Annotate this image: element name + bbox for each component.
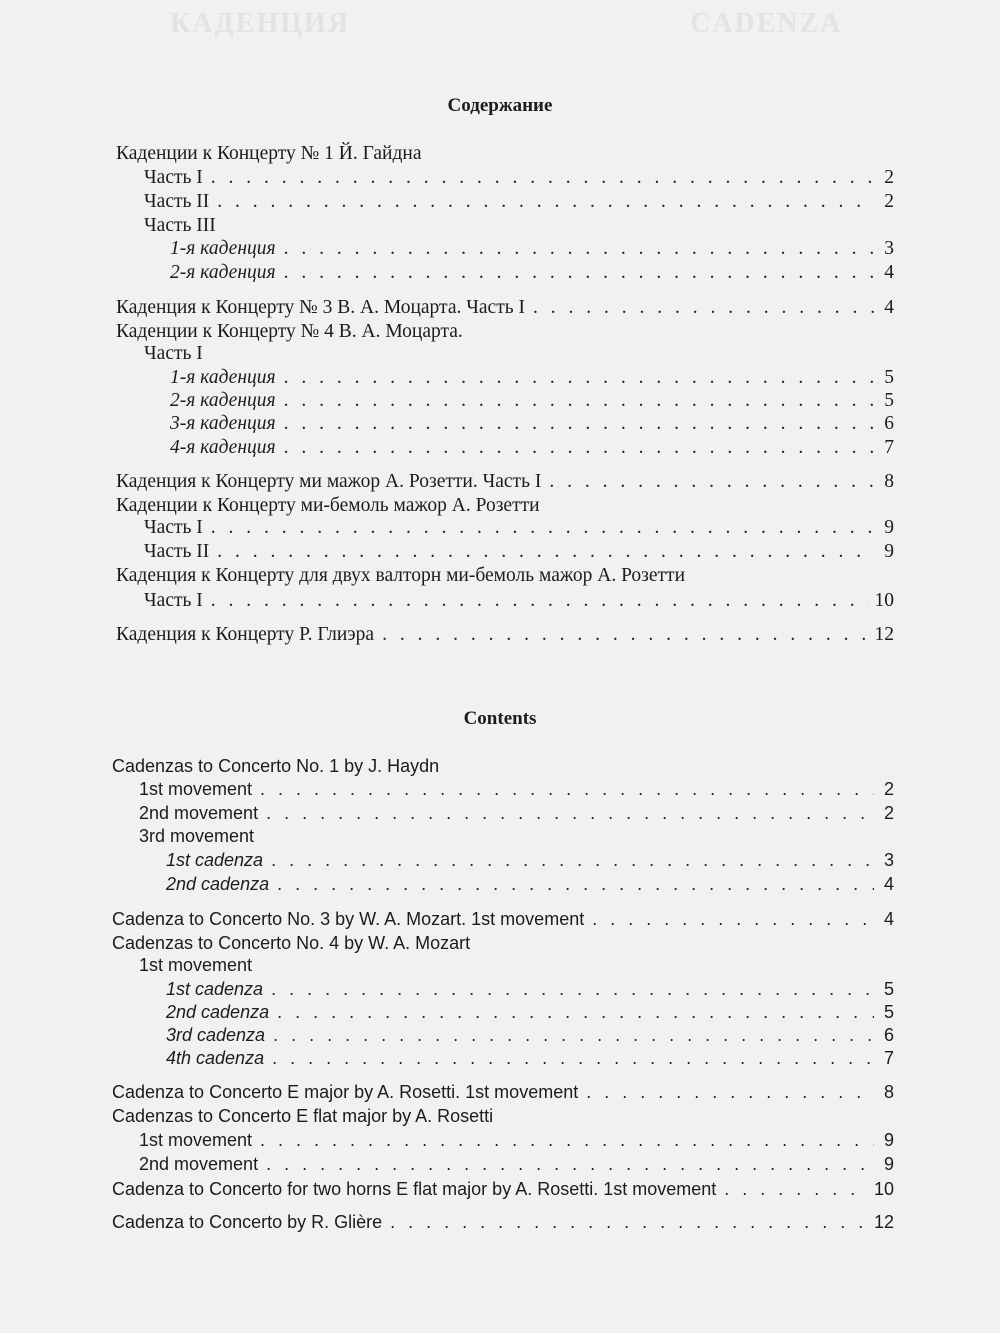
dot-leader	[217, 540, 874, 564]
dot-leader	[277, 1000, 874, 1024]
toc-entry	[166, 1000, 894, 1024]
toc-page-number: 12	[874, 624, 894, 645]
toc-entry-label: 2nd movement	[139, 803, 259, 823]
toc-entry	[116, 296, 894, 320]
toc-entry	[116, 623, 894, 647]
toc-entry-label: Каденции к Концерту № 4 В. А. Моцарта.	[116, 321, 463, 342]
toc-entry-label: 1-я каденция	[170, 367, 276, 388]
toc-page-number: 8	[883, 1082, 894, 1102]
toc-entry-label: Cadenzas to Concerto E flat major by A. Rosetti	[112, 1106, 494, 1126]
toc-page-number: 6	[884, 413, 894, 434]
toc-entry	[166, 848, 894, 872]
dot-leader	[284, 366, 874, 390]
toc-title-ru: Содержание	[447, 95, 553, 116]
dot-leader	[390, 1210, 868, 1234]
toc-page-number: 4	[883, 874, 894, 894]
toc-entry	[139, 801, 894, 825]
dot-leader	[549, 470, 874, 494]
toc-entry	[112, 1210, 894, 1234]
toc-page-number: 9	[884, 517, 894, 538]
toc-page-number: 2	[884, 167, 894, 188]
toc-title-en: Contents	[463, 708, 537, 729]
toc-entry	[112, 1080, 894, 1104]
toc-entry-label: Часть I	[144, 590, 203, 611]
dot-leader	[284, 389, 874, 413]
toc-page-number: 8	[884, 471, 894, 492]
toc-entry-label: Часть II	[144, 191, 210, 212]
toc-entry	[144, 342, 203, 366]
toc-entry	[144, 540, 894, 564]
bleedthrough-title-right: CADENZA	[690, 8, 843, 39]
toc-entry-label: 4-я каденция	[170, 437, 276, 458]
toc-entry	[144, 516, 894, 540]
dot-leader	[284, 436, 874, 460]
toc-page-number: 5	[883, 1002, 894, 1022]
toc-entry	[144, 589, 894, 613]
dot-leader	[284, 237, 874, 261]
dot-leader	[586, 1080, 874, 1104]
toc-entry-label: Часть III	[144, 215, 216, 236]
toc-entry	[112, 907, 894, 931]
toc-entry-label: 3rd cadenza	[166, 1025, 266, 1045]
toc-entry	[144, 214, 216, 238]
toc-entry	[144, 190, 894, 214]
toc-entry-label: 3-я каденция	[170, 413, 276, 434]
toc-entry-label: 2-я каденция	[170, 262, 276, 283]
toc-page-number: 3	[883, 850, 894, 870]
toc-entry-label: Cadenzas to Concerto No. 4 by W. A. Mozart	[112, 933, 471, 953]
toc-entry	[170, 261, 894, 285]
toc-entry	[166, 872, 894, 896]
toc-entry-label: Каденция к Концерту ми мажор А. Розетти. Часть I	[116, 471, 542, 492]
toc-page-number: 5	[883, 979, 894, 999]
toc-entry-label: 1st movement	[139, 779, 253, 799]
toc-entry	[112, 754, 439, 778]
toc-entry-label: Каденции к Концерту ми-бемоль мажор А. Розетти	[116, 495, 540, 516]
toc-page-number: 9	[883, 1130, 894, 1150]
toc-entry-label: Cadenzas to Concerto No. 1 by J. Haydn	[112, 756, 440, 776]
toc-entry-label: Каденция к Концерту для двух валторн ми-бемоль мажор А. Розетти	[116, 565, 686, 586]
toc-page-number: 4	[884, 297, 894, 318]
toc-entry	[112, 931, 470, 955]
toc-entry-label: 2nd movement	[139, 1154, 259, 1174]
toc-page-number: 7	[884, 437, 894, 458]
toc-entry-label: 1-я каденция	[170, 238, 276, 259]
toc-entry	[144, 166, 894, 190]
toc-entry	[116, 564, 685, 588]
toc-entry-label: Cadenza to Concerto No. 3 by W. A. Mozart. 1st movement	[112, 909, 585, 929]
toc-entry	[116, 142, 421, 166]
dot-leader	[211, 516, 874, 540]
toc-entry-label: Каденции к Концерту № 1 Й. Гайдна	[116, 143, 422, 164]
dot-leader	[211, 166, 874, 190]
toc-entry	[139, 1128, 894, 1152]
toc-page-number: 4	[883, 909, 894, 929]
toc-page-number: 6	[883, 1025, 894, 1045]
dot-leader	[382, 623, 868, 647]
dot-leader	[533, 296, 874, 320]
dot-leader	[217, 190, 874, 214]
toc-entry	[166, 977, 894, 1001]
toc-entry-label: 1st cadenza	[166, 850, 264, 870]
bleedthrough-title-left: КАДЕНЦИЯ	[170, 8, 351, 39]
toc-page-number: 5	[884, 367, 894, 388]
dot-leader	[273, 1023, 874, 1047]
toc-entry-label: 1st movement	[139, 1130, 253, 1150]
dot-leader	[277, 872, 874, 896]
toc-page-number: 7	[883, 1048, 894, 1068]
dot-leader	[284, 261, 874, 285]
toc-entry-label: 1st cadenza	[166, 979, 264, 999]
toc-page-number: 9	[884, 541, 894, 562]
dot-leader	[271, 848, 874, 872]
toc-entry	[139, 1152, 894, 1176]
dot-leader	[260, 777, 874, 801]
dot-leader	[266, 1152, 874, 1176]
toc-entry-label: 2nd cadenza	[166, 874, 270, 894]
toc-page-number: 4	[884, 262, 894, 283]
toc-entry	[139, 777, 894, 801]
toc-entry	[170, 366, 894, 390]
toc-entry-label: Часть I	[144, 167, 203, 188]
toc-entry-label: Cadenza to Concerto by R. Glière	[112, 1212, 383, 1232]
dot-leader	[271, 977, 874, 1001]
toc-entry	[112, 1104, 493, 1128]
toc-entry-label: Часть I	[144, 343, 203, 364]
toc-page-number: 5	[884, 390, 894, 411]
toc-entry-label: 2nd cadenza	[166, 1002, 270, 1022]
toc-page-number: 2	[883, 779, 894, 799]
toc-entry	[170, 389, 894, 413]
toc-page-number: 3	[884, 238, 894, 259]
toc-page-number: 2	[883, 803, 894, 823]
dot-leader	[272, 1046, 874, 1070]
toc-page-number: 10	[873, 1179, 894, 1199]
toc-entry-label: Часть I	[144, 517, 203, 538]
toc-entry	[170, 436, 894, 460]
dot-leader	[266, 801, 874, 825]
dot-leader	[211, 589, 869, 613]
dot-leader	[592, 907, 874, 931]
toc-entry	[166, 1046, 894, 1070]
toc-entry	[166, 1023, 894, 1047]
toc-entry	[116, 470, 894, 494]
dot-leader	[724, 1177, 868, 1201]
toc-entry-label: Cadenza to Concerto for two horns E flat major by A. Rosetti. 1st movement	[112, 1179, 717, 1199]
toc-entry	[170, 237, 894, 261]
toc-entry-label: 2-я каденция	[170, 390, 276, 411]
toc-entry	[139, 953, 252, 977]
toc-entry-label: Cadenza to Concerto E major by A. Rosetti. 1st movement	[112, 1082, 579, 1102]
dot-leader	[284, 412, 874, 436]
toc-entry-label: Часть II	[144, 541, 210, 562]
toc-entry	[116, 494, 540, 518]
toc-entry	[112, 1177, 894, 1201]
toc-entry-label: Каденция к Концерту Р. Глиэра	[116, 624, 375, 645]
dot-leader	[260, 1128, 874, 1152]
toc-page-number: 2	[884, 191, 894, 212]
toc-entry-label: 3rd movement	[139, 826, 255, 846]
toc-entry-label: Каденция к Концерту № 3 В. А. Моцарта. Часть I	[116, 297, 525, 318]
toc-page-number: 9	[883, 1154, 894, 1174]
toc-entry-label: 1st movement	[139, 955, 253, 975]
toc-entry	[116, 320, 463, 344]
toc-page-number: 12	[873, 1212, 894, 1232]
toc-page-number: 10	[874, 590, 894, 611]
toc-entry	[170, 412, 894, 436]
toc-entry-label: 4th cadenza	[166, 1048, 265, 1068]
toc-entry	[139, 824, 254, 848]
